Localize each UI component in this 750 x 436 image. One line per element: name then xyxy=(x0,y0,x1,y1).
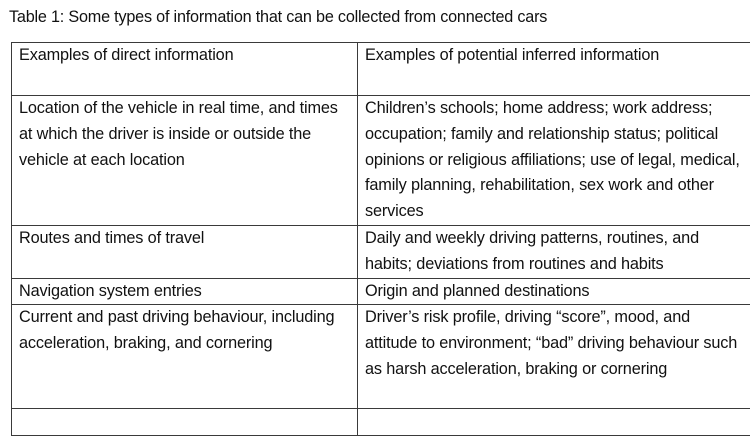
direct-information-cell: Navigation system entries xyxy=(12,278,358,305)
inferred-information-cell: Origin and planned destinations xyxy=(358,278,750,305)
inferred-information-cell: Driver’s risk profile, driving “score”, mood, and attitude to environment; “bad” driving behaviour such as harsh acceleration, braking or cornering xyxy=(358,305,750,409)
table-row xyxy=(12,305,750,409)
table-row xyxy=(12,226,750,279)
header-direct-information: Examples of direct information xyxy=(12,43,358,96)
table-row xyxy=(12,278,750,305)
inferred-information-cell: Children’s schools; home address; work address; occupation; family and relationship status; political opinions or religious affiliations; use of legal, medical, family planning, rehabilitation, sex work and other services xyxy=(358,96,750,226)
direct-information-cell: Location of the vehicle in real time, and times at which the driver is inside or outside the vehicle at each location xyxy=(12,96,358,226)
connected-cars-info-table xyxy=(11,42,750,436)
direct-information-cell: Routes and times of travel xyxy=(12,226,358,279)
table-caption: Table 1: Some types of information that can be collected from connected cars xyxy=(9,7,547,27)
inferred-information-cell: Daily and weekly driving patterns, routines, and habits; deviations from routines and habits xyxy=(358,226,750,279)
direct-information-cell: Current and past driving behaviour, including acceleration, braking, and cornering xyxy=(12,305,358,409)
header-inferred-information: Examples of potential inferred information xyxy=(358,43,750,96)
table-row xyxy=(12,96,750,226)
table-header-row xyxy=(12,43,750,96)
